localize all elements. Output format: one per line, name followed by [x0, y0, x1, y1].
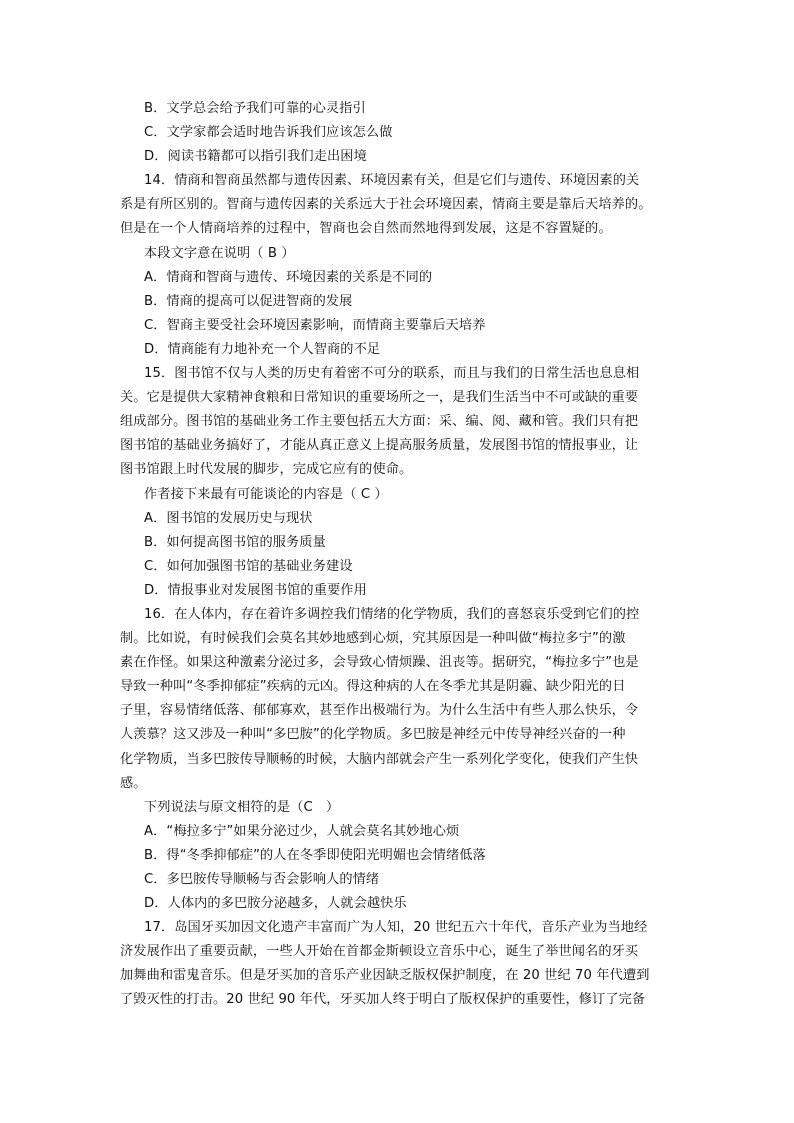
- q17-passage-line: 17．岛国牙买加因文化遗产丰富而广为人知，20 世纪五六十年代，音乐产业为当地经: [144, 920, 648, 936]
- question-16: [120, 603, 680, 916]
- question-17: [120, 916, 680, 1012]
- question-15: [120, 362, 680, 603]
- q14-option-d: D．情商能有力地补充一个人智商的不足: [144, 341, 381, 357]
- q15-passage-line: 关。它是提供大家精神食粮和日常知识的重要场所之一，是我们生活当中不可或缺的重要: [120, 390, 639, 406]
- q16-passage-line: 人羡慕？这又涉及一种叫“多巴胺”的化学物质。多巴胺是神经元中传导神经兴奋的一种: [120, 727, 626, 743]
- q16-option-d: D．人体内的多巴胺分泌越多，人就会越快乐: [144, 896, 407, 912]
- q16-passage-line: 16．在人体内，存在着许多调控我们情绪的化学物质，我们的喜怒哀乐受到它们的控: [144, 606, 640, 622]
- q16-passage-line: 感。: [120, 775, 147, 791]
- q16-passage-line: 导致一种叫“冬季抑郁症”疾病的元凶。得这种病的人在冬季尤其是阴霾、缺少阳光的日: [120, 679, 626, 695]
- q14-passage-line: 但是在一个人情商培养的过程中，智商也会自然而然地得到发展，这是不容置疑的。: [120, 221, 612, 237]
- q16-stem: 下列说法与原文相符的是（C ）: [144, 799, 340, 815]
- q15-option-d: D．情报事业对发展图书馆的重要作用: [144, 582, 367, 598]
- option-c-prev: C．文学家都会适时地告诉我们应该怎么做: [144, 125, 393, 141]
- q15-option-b: B．如何提高图书馆的服务质量: [144, 534, 326, 550]
- q16-option-a: A．“梅拉多宁”如果分泌过少，人就会莫名其妙地心烦: [144, 823, 460, 839]
- q17-passage-line: 济发展作出了重要贡献，一些人开始在首都金斯顿设立音乐中心，诞生了举世闻名的牙买: [120, 944, 639, 960]
- question-14: [120, 169, 680, 362]
- q15-passage-line: 图书馆跟上时代发展的脚步，完成它应有的使命。: [120, 462, 413, 478]
- q15-stem: 作者接下来最有可能谈论的内容是（ C ）: [144, 486, 388, 502]
- q14-option-a: A．情商和智商与遗传、环境因素的关系是不同的: [144, 269, 433, 285]
- q15-option-c: C．如何加强图书馆的基础业务建设: [144, 558, 353, 574]
- q17-passage-line: 加舞曲和雷鬼音乐。但是牙买加的音乐产业因缺乏版权保护制度，在 20 世纪 70 年代遭到: [120, 968, 650, 984]
- q14-passage-line: 14．情商和智商虽然都与遗传因素、环境因素有关，但是它们与遗传、环境因素的关: [144, 173, 640, 189]
- q15-option-a: A．图书馆的发展历史与现状: [144, 510, 313, 526]
- q16-passage-line: 制。比如说，有时候我们会莫名其妙地感到心烦，究其原因是一种叫做“梅拉多宁”的激: [120, 631, 626, 647]
- q14-stem: 本段文字意在说明（ B ）: [144, 245, 295, 261]
- q16-option-c: C．多巴胺传导顺畅与否会影响人的情绪: [144, 872, 380, 887]
- q17-passage-line: 了毁灭性的打击。20 世纪 90 年代，牙买加人终于明白了版权保护的重要性，修订了完备: [120, 992, 646, 1008]
- q15-passage-line: 组成部分。图书馆的基础业务工作主要包括五大方面：采、编、阅、藏和管。我们只有把: [120, 414, 639, 430]
- document-body: [120, 97, 680, 1013]
- q16-passage-line: 化学物质，当多巴胺传导顺畅的时候，大脑内部就会产生一系列化学变化，使我们产生快: [120, 751, 639, 767]
- option-d-prev: D．阅读书籍都可以指引我们走出困境: [144, 149, 367, 165]
- q14-option-b: B．情商的提高可以促进智商的发展: [144, 293, 353, 309]
- q15-passage-line: 15．图书馆不仅与人类的历史有着密不可分的联系，而且与我们的日常生活也息息相: [144, 366, 640, 382]
- q16-passage-line: 子里，容易情绪低落、郁郁寡欢，甚至作出极端行为。为什么生活中有些人那么快乐，令: [120, 703, 639, 719]
- q16-passage-line: 素在作怪。如果这种激素分泌过多，会导致心情烦躁、沮丧等。据研究，“梅拉多宁”也是: [120, 655, 639, 671]
- q16-option-b: B．得“冬季抑郁症”的人在冬季即使阳光明媚也会情绪低落: [144, 847, 486, 863]
- q15-passage-line: 图书馆的基础业务搞好了，才能从真正意义上提高服务质量，发展图书馆的情报事业，让: [120, 438, 639, 454]
- q14-option-c: C．智商主要受社会环境因素影响，而情商主要靠后天培养: [144, 317, 486, 333]
- q14-passage-line: 系是有所区别的。智商与遗传因素的关系远大于社会环境因素，情商主要是靠后天培养的。: [120, 197, 652, 213]
- option-b-prev: B．文学总会给予我们可靠的心灵指引: [144, 101, 366, 116]
